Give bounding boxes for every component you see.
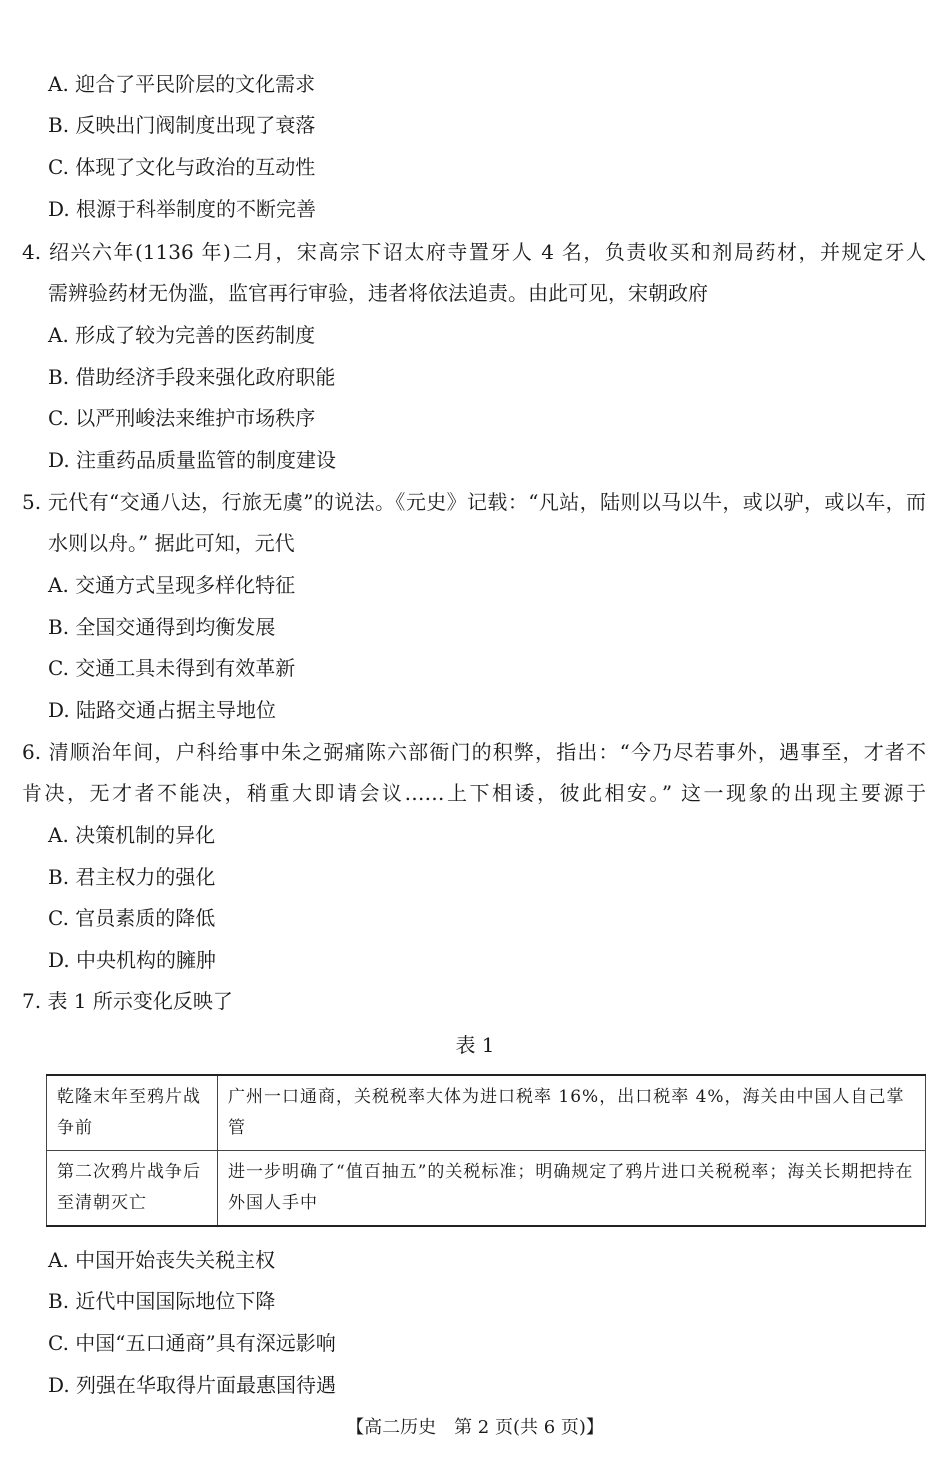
- q6-stem-line-1: 6. 清顺治年间，户科给事中朱之弼痛陈六部衙门的积弊，指出：“今乃尽若事外，遇事至，才者不: [22, 740, 926, 764]
- q3-option-a: A. 迎合了平民阶层的文化需求: [48, 72, 316, 96]
- tariff-table: [46, 1074, 926, 1227]
- q6-stem-line-2: 肯决，无才者不能决，稍重大即请会议……上下相诿，彼此相安。” 这一现象的出现主要源于: [22, 781, 926, 805]
- q7-option-b: B. 近代中国国际地位下降: [48, 1289, 276, 1313]
- q3-option-d: D. 根源于科举制度的不断完善: [48, 197, 317, 221]
- table-cell-period: 乾隆末年至鸦片战争前: [47, 1075, 218, 1151]
- q5-stem-line-1: 5. 元代有“交通八达，行旅无虞”的说法。《元史》记载：“凡站，陆则以马以牛，或以驴，或以车，而: [22, 490, 926, 514]
- q5-option-c: C. 交通工具未得到有效革新: [48, 656, 296, 680]
- q5-option-d: D. 陆路交通占据主导地位: [48, 698, 277, 722]
- q5-stem-line-2: 水则以舟。” 据此可知，元代: [48, 531, 295, 555]
- q4-option-b: B. 借助经济手段来强化政府职能: [48, 365, 336, 389]
- table-row: [47, 1151, 926, 1227]
- page-footer: 【高二历史 第 2 页(共 6 页)】: [346, 1417, 604, 1438]
- table-title: 表 1: [455, 1033, 495, 1057]
- q6-option-c: C. 官员素质的降低: [48, 906, 216, 930]
- q3-option-c: C. 体现了文化与政治的互动性: [48, 155, 316, 179]
- q5-option-a: A. 交通方式呈现多样化特征: [48, 573, 296, 597]
- q4-option-a: A. 形成了较为完善的医药制度: [48, 323, 316, 347]
- q7-option-d: D. 列强在华取得片面最惠国待遇: [48, 1373, 337, 1397]
- table-cell-content: 广州一口通商，关税税率大体为进口税率 16%，出口税率 4%，海关由中国人自己掌管: [218, 1075, 926, 1151]
- q6-option-b: B. 君主权力的强化: [48, 865, 216, 889]
- table-row: [47, 1075, 926, 1151]
- table-cell-period: 第二次鸦片战争后至清朝灭亡: [47, 1151, 218, 1227]
- q7-option-c: C. 中国“五口通商”具有深远影响: [48, 1331, 336, 1355]
- q7-option-a: A. 中国开始丧失关税主权: [48, 1248, 276, 1272]
- q4-option-d: D. 注重药品质量监管的制度建设: [48, 448, 337, 472]
- q4-stem-line-1: 4. 绍兴六年(1136 年)二月，宋高宗下诏太府寺置牙人 4 名，负责收买和剂局药材，并规定牙人: [22, 240, 926, 264]
- q7-stem: 7. 表 1 所示变化反映了: [22, 989, 233, 1013]
- q6-option-d: D. 中央机构的臃肿: [48, 948, 217, 972]
- q3-option-b: B. 反映出门阀制度出现了衰落: [48, 113, 316, 137]
- table-cell-content: 进一步明确了“值百抽五”的关税标准；明确规定了鸦片进口关税税率；海关长期把持在外国人手中: [218, 1151, 926, 1227]
- q4-stem-line-2: 需辨验药材无伪滥，监官再行审验，违者将依法追责。由此可见，宋朝政府: [48, 281, 708, 305]
- q6-option-a: A. 决策机制的异化: [48, 823, 216, 847]
- q4-option-c: C. 以严刑峻法来维护市场秩序: [48, 406, 316, 430]
- q5-option-b: B. 全国交通得到均衡发展: [48, 615, 276, 639]
